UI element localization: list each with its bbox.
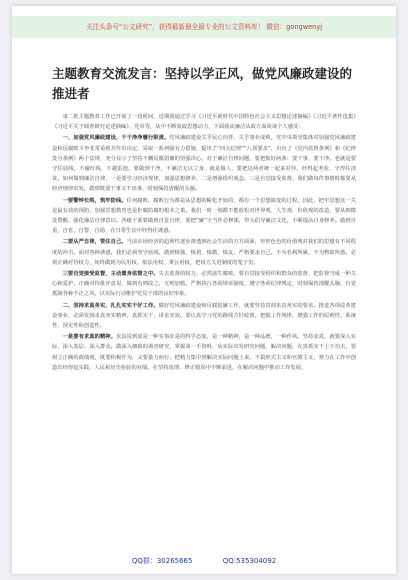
- page-footer: [12, 554, 396, 568]
- body-paragraph: [52, 133, 356, 194]
- paragraph-text: 当前市场经济的趋利性逐步渗透到社会生活的方方面面，形形色色的价值观对我们的思想有不同程度的冲击。面对各种诱惑，我们必须坚守底线，做到慎独、慎初、慎微、慎友，严格要求自己，不为名利所累，不为物欲所惑。必须正确对待权力，始终做到为民用权、依法用权、秉公用权，把权力关进制度的笼子里。: [52, 239, 356, 266]
- document-body: [52, 112, 356, 374]
- paragraph-text: 失去监督的权力，必然滋生腐败。要自觉接受组织和群众的监督，把监督当成一种关心和爱护，正确对待批评意见，做到有则改之，无则加勉。严格执行各项规章制度，遵守各项纪律规定，时刻保持清醒头脑，自觉抵制各种不正之风，以实际行动维护党员干部的良好形象。: [52, 271, 356, 298]
- body-paragraph: [52, 332, 356, 373]
- paragraph-text: 党风廉政建设关乎民心向背，关乎事业成败。党中央领导集体对加强党风廉政建设和反腐败斗争非常重视并作出决定，采取一系列强有力措施，提出了“四大纪律”“八项要求”，出台了《党内监督条例》和《纪律处分条例》两个法规，充分显示了坚持不懈反腐倡廉的坚强决心。对于廉洁自律问题，要把握好两条：要干事，要干净。也就是要守住底线，不碰红线、不越雷池。要做到干净，不廉洁无以立身，就是做人，要把这两者统一起来对待，经得起考验，守得住清贫。如何做到廉洁自律，一是要学习经济规律，加强思想修养，二是增强组织观念，三是自觉接受监督。我们做每件事情时都要从经济规律出发，做到既要干事又不出事，时刻保持清醒的头脑。: [52, 135, 356, 193]
- body-paragraph: [52, 237, 356, 268]
- banner-text: 关注头条号“公文研究”，获得最新最全最专业的公文资料库！: [85, 23, 265, 31]
- paragraph-lead: 一要警钟长鸣，筑牢防线。: [62, 197, 127, 204]
- paragraph-text: 求真说到底是一种实事求是的科学态度，是一种精神，是一种品德，一种作风。坚持求真，就要深入实际、深入基层、深入群众，做深入细致的调查研究，掌握第一手资料，从实际出发研究问题、解决问题，在真抓实干上下功夫。要树立正确的政绩观，既要积极作为，又要量力而行，把精力集中到解决实际问题上来，不搞形式主义和官僚主义，努力在工作中创造出经得起实践、人民和历史检验的业绩。在坚持真理、修正错误中不断前进，在解决问题中推动工作发展。: [52, 334, 356, 371]
- promo-banner[interactable]: [12, 16, 396, 38]
- paragraph-lead: 三要自觉接受监督，主动置身监督之中。: [62, 271, 159, 278]
- paragraph-text: 做好党风廉政建设和反腐倡廉工作，就要坚持贯彻求真务实的要求。推进各项改革建设事业，必须发扬求真务实精神，真抓实干，讲求实效。要认真学习党的路线方针政策，把握工作规律，增强工作的原则性、系统性、预见性和创造性。: [52, 302, 356, 330]
- paragraph-lead: 一、加强党风廉政建设，干干净净履行职责。: [62, 135, 170, 142]
- footer-qq: QQ:535304092: [222, 557, 277, 565]
- footer-qq-group: QQ群：30265665: [131, 557, 193, 565]
- paragraph-lead: 二、坚持求真务实，扎扎实实干好工作。: [62, 302, 159, 309]
- body-paragraph: [52, 269, 356, 300]
- paragraph-text: 第二批主题教育工作已开展了一段时间，近期我通过学习《习近平新时代中国特色社会主义思想论述摘编》《习近平著作选集》《习近平关于调查研究论述摘编》、党章等，从中不断汲取思想动力，下面我从廉洁从政方面谈谈个人感受：: [52, 114, 356, 131]
- body-paragraph: [52, 112, 356, 132]
- paragraph-lead: 一是要有求真的精神。: [62, 334, 116, 341]
- body-paragraph: [52, 301, 356, 332]
- document-title: 主题教育交流发言：坚持以学正风，做党风廉政建设的推进者: [52, 66, 353, 101]
- paragraph-text: 任何腐败，腐败行为都是从思想的蜕化开始的，都有一个思想演变的过程。因此，把牢思想这一关是最有效的预防，加强思想教育也是拒腐防腐的根本之策。我们一时一刻都不能放松对世界观、人生观、价值观的改造，要从细微处警醒、强化廉洁自律意识。各级干部要做到自觉自律，要把“廉”字当作必修课，带头倡导廉洁文化，不断提高自身修养。做到自重、自省、自警、自励，在日常生活中经得住诱惑。: [52, 197, 356, 235]
- document-page: [12, 6, 396, 574]
- banner-wechat: 微信：gongwenyj: [266, 23, 323, 31]
- body-paragraph: [52, 196, 356, 237]
- paragraph-lead: 二要从严自律，管住自己。: [62, 239, 127, 246]
